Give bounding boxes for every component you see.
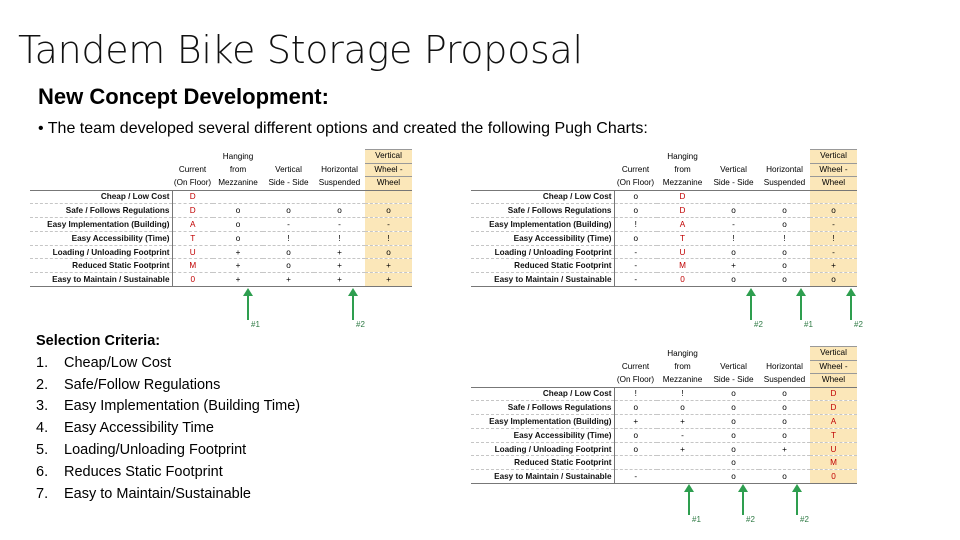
pugh-chart-1 xyxy=(30,149,412,287)
column-header xyxy=(759,150,810,164)
rating-cell: M xyxy=(172,259,213,273)
rating-cell: o xyxy=(708,387,759,401)
criteria-row xyxy=(30,245,412,259)
row-label: Easy to Maintain / Sustainable xyxy=(471,273,614,287)
rating-cell: M xyxy=(810,456,857,470)
column-header: Mezzanine xyxy=(657,374,708,388)
rating-cell: + xyxy=(810,259,857,273)
rating-cell: o xyxy=(708,204,759,218)
column-header xyxy=(614,150,657,164)
rating-cell: - xyxy=(810,245,857,259)
rating-cell: o xyxy=(759,218,810,232)
criteria-heading: Selection Criteria: xyxy=(36,333,161,349)
column-header: from xyxy=(674,362,691,371)
rating-cell: ! xyxy=(614,387,657,401)
rating-cell: ! xyxy=(657,387,708,401)
rating-cell: + xyxy=(314,259,365,273)
rating-cell: - xyxy=(657,428,708,442)
rating-cell: + xyxy=(314,245,365,259)
header-spacer xyxy=(471,177,614,191)
rating-cell: o xyxy=(365,245,412,259)
rating-cell: U xyxy=(657,245,708,259)
header-spacer xyxy=(471,374,614,388)
selection-arrow xyxy=(750,290,752,320)
column-header: Wheel xyxy=(810,374,857,388)
column-header xyxy=(263,150,314,164)
criteria-row xyxy=(30,273,412,287)
rating-cell: o xyxy=(614,401,657,415)
criteria-row xyxy=(30,231,412,245)
row-label: Cheap / Low Cost xyxy=(30,190,172,204)
row-label: Cheap / Low Cost xyxy=(471,387,614,401)
column-header: Current xyxy=(178,165,207,174)
criteria-row xyxy=(471,204,857,218)
row-label: Easy to Maintain / Sustainable xyxy=(30,273,172,287)
header-spacer xyxy=(471,163,614,177)
column-header: Side - Side xyxy=(708,177,759,191)
rating-cell: T xyxy=(657,231,708,245)
rating-cell: o xyxy=(759,259,810,273)
rating-cell: + xyxy=(213,273,263,287)
column-header: Current xyxy=(621,362,650,371)
rating-cell xyxy=(810,190,857,204)
selection-arrow xyxy=(247,290,249,320)
rating-cell: - xyxy=(614,470,657,484)
rating-cell: o xyxy=(213,218,263,232)
criteria-row xyxy=(471,442,857,456)
row-label: Easy Accessibility (Time) xyxy=(471,231,614,245)
rating-cell: U xyxy=(810,442,857,456)
rating-cell: o xyxy=(810,204,857,218)
rating-cell xyxy=(263,190,314,204)
criteria-item: 4. Easy Accessibility Time xyxy=(36,420,214,437)
criteria-row xyxy=(30,218,412,232)
rating-cell: o xyxy=(759,428,810,442)
row-label: Easy to Maintain / Sustainable xyxy=(471,470,614,484)
rating-cell: ! xyxy=(614,218,657,232)
column-header: Side - Side xyxy=(708,374,759,388)
rating-cell: o xyxy=(213,231,263,245)
rating-cell: ! xyxy=(263,231,314,245)
criteria-item: 6. Reduces Static Footprint xyxy=(36,463,223,480)
row-label: Loading / Unloading Footprint xyxy=(471,442,614,456)
criteria-row xyxy=(30,204,412,218)
rating-cell: + xyxy=(759,442,810,456)
rating-cell: o xyxy=(708,273,759,287)
pugh-chart-2 xyxy=(471,149,857,287)
rating-cell: + xyxy=(263,273,314,287)
bullet-text: • The team developed several different options and created the following Pugh Charts: xyxy=(38,120,648,137)
rating-cell: o xyxy=(759,401,810,415)
criteria-row xyxy=(471,428,857,442)
row-label: Easy Accessibility (Time) xyxy=(471,428,614,442)
rating-cell: + xyxy=(657,415,708,429)
selection-arrow xyxy=(352,290,354,320)
bullet-text-content: The team developed several different options and created the following Pugh Charts: xyxy=(47,120,648,137)
column-header: Suspended xyxy=(759,177,810,191)
rating-cell: o xyxy=(759,273,810,287)
rating-cell: + xyxy=(365,259,412,273)
rating-cell: 0 xyxy=(657,273,708,287)
rating-cell: D xyxy=(810,401,857,415)
column-header: Vertical xyxy=(810,347,857,361)
row-label: Safe / Follows Regulations xyxy=(471,204,614,218)
row-label: Easy Accessibility (Time) xyxy=(30,231,172,245)
column-header: Side - Side xyxy=(263,177,314,191)
column-header: Hanging xyxy=(667,151,698,161)
rating-cell xyxy=(759,190,810,204)
rating-cell: + xyxy=(657,442,708,456)
criteria-item: 7. Easy to Maintain/Sustainable xyxy=(36,485,251,502)
rating-cell: o xyxy=(759,470,810,484)
rating-cell: o xyxy=(614,231,657,245)
arrow-label: #2 xyxy=(800,515,809,524)
selection-arrow xyxy=(796,486,798,515)
rating-cell: 0 xyxy=(172,273,213,287)
column-header: Vertical xyxy=(720,165,747,174)
rating-cell: 0 xyxy=(810,470,857,484)
rating-cell: + xyxy=(614,415,657,429)
rating-cell: D xyxy=(172,204,213,218)
rating-cell: T xyxy=(810,428,857,442)
arrow-label: #1 xyxy=(692,515,701,524)
criteria-row xyxy=(471,401,857,415)
rating-cell xyxy=(708,190,759,204)
column-header xyxy=(708,347,759,361)
criteria-item: 3. Easy Implementation (Building Time) xyxy=(36,398,301,415)
criteria-row xyxy=(471,456,857,470)
column-header: (On Floor) xyxy=(172,177,213,191)
slide-title: Tandem Bike Storage Proposal xyxy=(18,28,583,72)
rating-cell: - xyxy=(614,259,657,273)
column-header: Wheel xyxy=(365,177,412,191)
slide-subtitle: New Concept Development: xyxy=(38,84,329,109)
selection-criteria xyxy=(36,331,300,505)
rating-cell xyxy=(759,456,810,470)
rating-cell: o xyxy=(708,415,759,429)
rating-cell: o xyxy=(314,204,365,218)
row-label: Cheap / Low Cost xyxy=(471,190,614,204)
selection-arrow xyxy=(742,486,744,515)
row-label: Reduced Static Footprint xyxy=(471,456,614,470)
rating-cell: + xyxy=(314,273,365,287)
column-header: Horizontal xyxy=(766,165,803,174)
rating-cell: o xyxy=(365,204,412,218)
criteria-item: 1. Cheap/Low Cost xyxy=(36,354,172,371)
criteria-row xyxy=(471,245,857,259)
rating-cell: o xyxy=(657,401,708,415)
column-header: Vertical xyxy=(720,362,747,371)
criteria-row xyxy=(471,470,857,484)
criteria-row xyxy=(471,190,857,204)
rating-cell: o xyxy=(708,401,759,415)
header-spacer xyxy=(471,347,614,361)
rating-cell: o xyxy=(810,273,857,287)
rating-cell xyxy=(657,456,708,470)
rating-cell: D xyxy=(657,204,708,218)
rating-cell: T xyxy=(172,231,213,245)
rating-cell: + xyxy=(708,259,759,273)
rating-cell: ! xyxy=(314,231,365,245)
rating-cell: U xyxy=(172,245,213,259)
column-header: Wheel - xyxy=(810,360,857,374)
column-header: Current xyxy=(621,165,650,174)
row-label: Easy Implementation (Building) xyxy=(471,218,614,232)
rating-cell: D xyxy=(657,190,708,204)
rating-cell: D xyxy=(172,190,213,204)
row-label: Loading / Unloading Footprint xyxy=(30,245,172,259)
rating-cell: A xyxy=(172,218,213,232)
row-label: Safe / Follows Regulations xyxy=(30,204,172,218)
header-spacer xyxy=(30,177,172,191)
rating-cell xyxy=(657,470,708,484)
rating-cell: o xyxy=(759,387,810,401)
rating-cell: D xyxy=(810,387,857,401)
column-header: Suspended xyxy=(759,374,810,388)
criteria-row xyxy=(30,190,412,204)
rating-cell: o xyxy=(759,415,810,429)
rating-cell: - xyxy=(810,218,857,232)
criteria-row xyxy=(30,259,412,273)
rating-cell xyxy=(314,190,365,204)
rating-cell: ! xyxy=(365,231,412,245)
arrow-label: #2 xyxy=(356,320,365,329)
rating-cell: o xyxy=(263,259,314,273)
criteria-row xyxy=(471,387,857,401)
column-header: Hanging xyxy=(667,348,698,358)
row-label: Reduced Static Footprint xyxy=(471,259,614,273)
rating-cell: o xyxy=(263,204,314,218)
rating-cell: o xyxy=(614,428,657,442)
rating-cell: A xyxy=(810,415,857,429)
header-spacer xyxy=(471,150,614,164)
arrow-label: #1 xyxy=(804,320,813,329)
rating-cell: - xyxy=(365,218,412,232)
column-header: Vertical xyxy=(275,165,302,174)
row-label: Reduced Static Footprint xyxy=(30,259,172,273)
arrow-label: #1 xyxy=(251,320,260,329)
column-header: Horizontal xyxy=(321,165,358,174)
rating-cell: o xyxy=(759,204,810,218)
criteria-row xyxy=(471,231,857,245)
column-header: Wheel - xyxy=(810,163,857,177)
rating-cell: o xyxy=(708,428,759,442)
rating-cell: - xyxy=(614,273,657,287)
rating-cell: - xyxy=(708,218,759,232)
criteria-item: 2. Safe/Follow Regulations xyxy=(36,376,221,393)
rating-cell: ! xyxy=(810,231,857,245)
column-header: Horizontal xyxy=(766,362,803,371)
column-header: Mezzanine xyxy=(657,177,708,191)
rating-cell: o xyxy=(708,456,759,470)
header-spacer xyxy=(471,360,614,374)
criteria-row xyxy=(471,273,857,287)
rating-cell: ! xyxy=(708,231,759,245)
column-header: Suspended xyxy=(314,177,365,191)
row-label: Loading / Unloading Footprint xyxy=(471,245,614,259)
criteria-row xyxy=(471,415,857,429)
column-header xyxy=(314,150,365,164)
column-header: Vertical xyxy=(365,150,412,164)
selection-arrow xyxy=(850,290,852,320)
column-header: Hanging xyxy=(222,151,254,161)
column-header: (On Floor) xyxy=(614,177,657,191)
rating-cell: o xyxy=(614,204,657,218)
rating-cell: + xyxy=(213,245,263,259)
pugh-chart-3 xyxy=(471,346,857,484)
rating-cell xyxy=(365,190,412,204)
selection-arrow xyxy=(688,486,690,515)
row-label: Safe / Follows Regulations xyxy=(471,401,614,415)
rating-cell: o xyxy=(759,245,810,259)
row-label: Easy Implementation (Building) xyxy=(30,218,172,232)
rating-cell: o xyxy=(213,204,263,218)
rating-cell: o xyxy=(614,190,657,204)
rating-cell: o xyxy=(708,245,759,259)
rating-cell: - xyxy=(314,218,365,232)
criteria-item: 5. Loading/Unloading Footprint xyxy=(36,441,247,458)
rating-cell: o xyxy=(708,442,759,456)
criteria-row xyxy=(471,218,857,232)
rating-cell: + xyxy=(365,273,412,287)
criteria-row xyxy=(471,259,857,273)
rating-cell: o xyxy=(708,470,759,484)
rating-cell: A xyxy=(657,218,708,232)
column-header xyxy=(708,150,759,164)
rating-cell xyxy=(614,456,657,470)
rating-cell: o xyxy=(614,442,657,456)
arrow-label: #2 xyxy=(854,320,863,329)
rating-cell: o xyxy=(263,245,314,259)
rating-cell: - xyxy=(614,245,657,259)
column-header: Wheel - xyxy=(365,163,412,177)
column-header: from xyxy=(674,165,691,174)
rating-cell: M xyxy=(657,259,708,273)
rating-cell xyxy=(213,190,263,204)
column-header xyxy=(759,347,810,361)
header-spacer xyxy=(30,163,172,177)
column-header: Wheel xyxy=(810,177,857,191)
row-label: Easy Implementation (Building) xyxy=(471,415,614,429)
arrow-label: #2 xyxy=(746,515,755,524)
column-header: Mezzanine xyxy=(213,177,263,191)
rating-cell: + xyxy=(213,259,263,273)
column-header xyxy=(172,150,213,164)
arrow-label: #2 xyxy=(754,320,763,329)
column-header: Vertical xyxy=(810,150,857,164)
header-spacer xyxy=(30,150,172,164)
rating-cell: - xyxy=(263,218,314,232)
column-header: (On Floor) xyxy=(614,374,657,388)
column-header xyxy=(614,347,657,361)
selection-arrow xyxy=(800,290,802,320)
rating-cell: ! xyxy=(759,231,810,245)
column-header: from xyxy=(229,165,247,174)
